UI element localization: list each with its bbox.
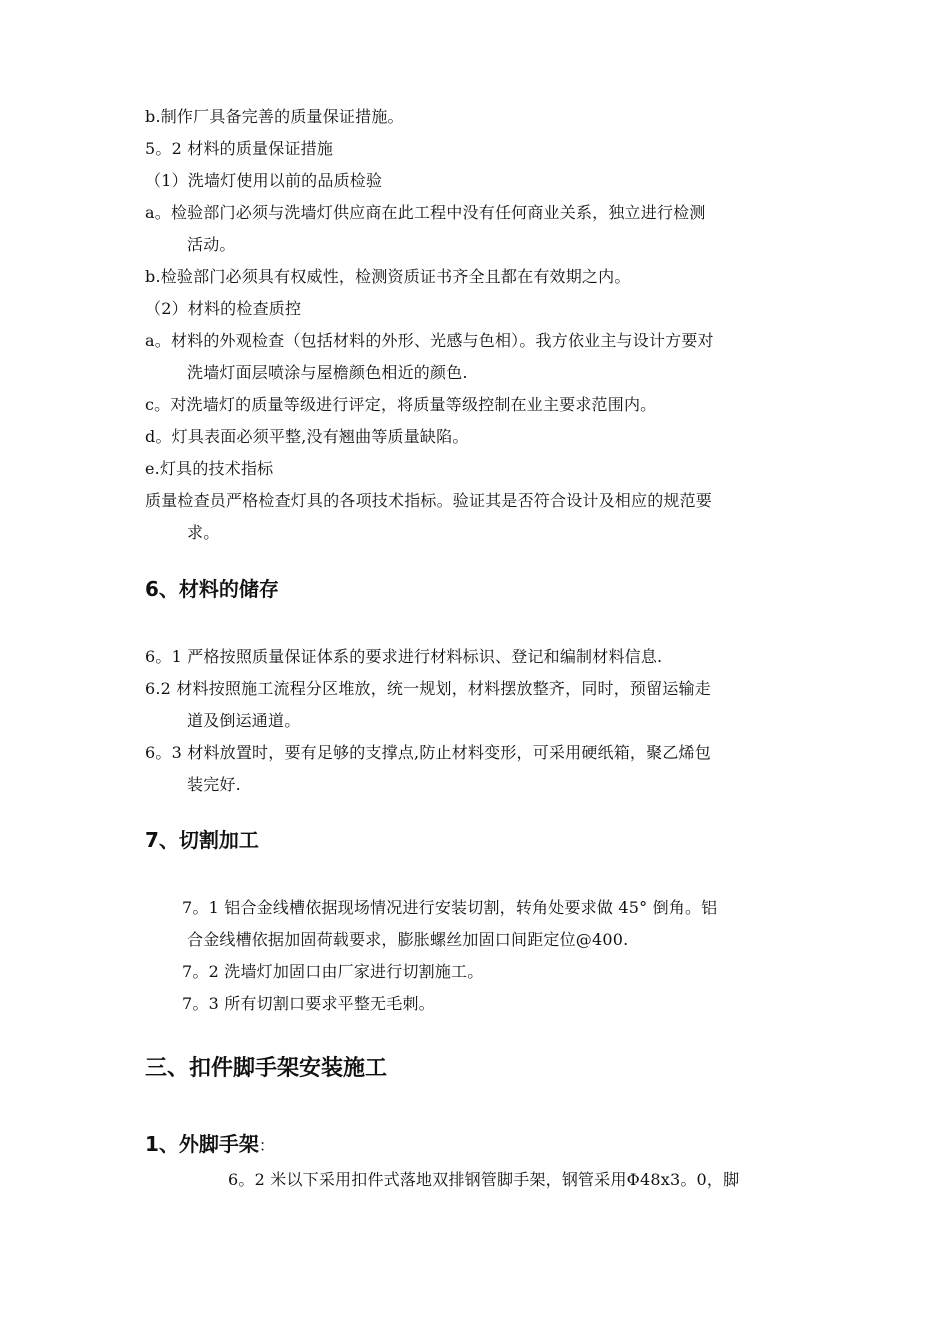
text-line-continuation: 洗墙灯面层喷涂与屋檐颜色相近的颜色. — [187, 363, 468, 382]
chapter-heading-3: 三、扣件脚手架安装施工 — [145, 1056, 388, 1081]
text-line: 7。1 铝合金线槽依据现场情况进行安装切割，转角处要求做 45° 倒角。铝 — [182, 898, 718, 917]
text-line: b.制作厂具备完善的质量保证措施。 — [145, 107, 404, 126]
section-heading-6: 6、材料的储存 — [145, 577, 279, 601]
text-line: a。材料的外观检查（包括材料的外形、光感与色相）。我方依业主与设计方要对 — [145, 331, 714, 350]
text-line: （1）洗墙灯使用以前的品质检验 — [145, 171, 383, 190]
section-heading-1-text: 1、外脚手架 — [145, 1132, 259, 1156]
text-line: 6。1 严格按照质量保证体系的要求进行材料标识、登记和编制材料信息. — [145, 647, 663, 666]
section-heading-7: 7、切割加工 — [145, 828, 259, 852]
text-line-continuation: 合金线槽依据加固荷载要求，膨胀螺丝加固口间距定位@400. — [187, 930, 629, 949]
text-line: 6。3 材料放置时，要有足够的支撑点,防止材料变形，可采用硬纸箱，聚乙烯包 — [145, 743, 711, 762]
text-line-continuation: 求。 — [187, 523, 220, 542]
text-line: a。检验部门必须与洗墙灯供应商在此工程中没有任何商业关系，独立进行检测 — [145, 203, 706, 222]
text-line-continuation: 装完好. — [187, 775, 241, 794]
section-heading-1-colon: ： — [258, 1136, 275, 1155]
text-line: e.灯具的技术指标 — [145, 459, 274, 478]
text-line: 7。3 所有切割口要求平整无毛刺。 — [182, 994, 435, 1013]
text-line-continuation: 道及倒运通道。 — [187, 711, 301, 730]
text-line: b.检验部门必须具有权威性，检测资质证书齐全且都在有效期之内。 — [145, 267, 631, 286]
text-line-continuation: 活动。 — [187, 235, 236, 254]
section-heading-1 — [145, 1131, 275, 1159]
text-line: c。对洗墙灯的质量等级进行评定，将质量等级控制在业主要求范围内。 — [145, 395, 657, 414]
text-line: 6.2 材料按照施工流程分区堆放，统一规划，材料摆放整齐，同时，预留运输走 — [145, 679, 711, 698]
text-line: 6。2 米以下采用扣件式落地双排钢管脚手架，钢管采用Φ48x3。0，脚 — [228, 1170, 740, 1189]
text-line: 7。2 洗墙灯加固口由厂家进行切割施工。 — [182, 962, 484, 981]
text-line: d。灯具表面必须平整,没有翘曲等质量缺陷。 — [145, 427, 469, 446]
subheading-5-2: 5。2 材料的质量保证措施 — [145, 139, 334, 158]
text-line: 质量检查员严格检查灯具的各项技术指标。验证其是否符合设计及相应的规范要 — [145, 491, 713, 510]
text-line: （2）材料的检查质控 — [145, 299, 302, 318]
